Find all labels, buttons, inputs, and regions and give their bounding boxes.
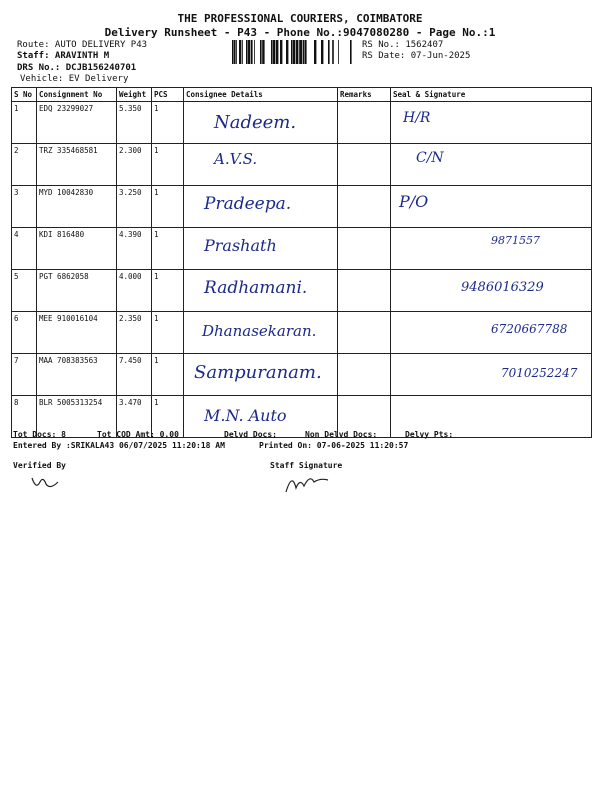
row-consignment-no: MYD 10042830 — [37, 186, 117, 228]
barcode-bar — [303, 40, 305, 64]
row-consignment-no: PGT 6862058 — [37, 270, 117, 312]
table-row — [12, 312, 592, 354]
total-cod-amount: Tot COD Amt: 0.00 — [97, 430, 179, 439]
drs-label: DRS No.: DCJB156240701 — [17, 63, 137, 73]
row-consignment-no: MAA 708383563 — [37, 354, 117, 396]
non-delivered-docs: Non Delvd Docs: — [305, 430, 378, 439]
row-seal-cell — [391, 228, 592, 270]
table-row — [12, 354, 592, 396]
barcode-bar — [248, 40, 250, 64]
handwritten-consignee: Nadeem. — [214, 112, 297, 133]
row-seal-cell — [391, 312, 592, 354]
handwritten-consignee: Prashath — [204, 236, 277, 255]
row-sno: 7 — [12, 354, 37, 396]
col-header-consignment: Consignment No — [37, 88, 117, 102]
handwritten-consignee: Dhanasekaran. — [202, 322, 317, 340]
barcode-bar — [236, 40, 237, 64]
vehicle-label: Vehicle: EV Delivery — [20, 74, 129, 84]
barcode-bar — [332, 40, 333, 64]
col-header-pcs: PCS — [152, 88, 184, 102]
row-pcs: 1 — [152, 312, 184, 354]
barcode-bar — [296, 40, 298, 64]
row-weight: 3.250 — [117, 186, 152, 228]
row-sno: 5 — [12, 270, 37, 312]
row-consignee-cell — [184, 102, 338, 144]
verified-by-label: Verified By — [13, 461, 66, 470]
handwritten-consignee: Radhamani. — [204, 278, 308, 298]
row-remarks — [338, 144, 391, 186]
row-pcs: 1 — [152, 144, 184, 186]
row-consignee-cell — [184, 186, 338, 228]
barcode-bar — [299, 40, 300, 64]
barcode-bar — [314, 40, 316, 64]
barcode-bar — [338, 40, 339, 64]
handwritten-seal: 9486016329 — [461, 280, 544, 295]
barcode-bar — [254, 40, 255, 64]
handwritten-seal: 6720667788 — [491, 322, 568, 336]
row-sno: 1 — [12, 102, 37, 144]
col-header-consignee: Consignee Details — [184, 88, 338, 102]
row-consignee-cell — [184, 354, 338, 396]
barcode-bar — [271, 40, 273, 64]
row-remarks — [338, 312, 391, 354]
row-consignment-no: TRZ 335468581 — [37, 144, 117, 186]
runsheet-table — [11, 87, 592, 438]
row-remarks — [338, 102, 391, 144]
barcode-bar — [293, 40, 295, 64]
row-remarks — [338, 186, 391, 228]
row-weight: 7.450 — [117, 354, 152, 396]
row-sno: 8 — [12, 396, 37, 438]
handwritten-consignee: Sampuranam. — [194, 362, 322, 383]
row-seal-cell — [391, 144, 592, 186]
row-consignee-cell — [184, 144, 338, 186]
barcode-bar — [234, 40, 236, 64]
handwritten-seal: C/N — [416, 150, 444, 166]
col-header-remarks: Remarks — [338, 88, 391, 102]
row-remarks — [338, 354, 391, 396]
barcode-bar — [246, 40, 248, 64]
handwritten-consignee: M.N. Auto — [204, 406, 287, 425]
table-header-row — [12, 88, 592, 102]
delivered-docs: Delvd Docs: — [224, 430, 277, 439]
row-pcs: 1 — [152, 102, 184, 144]
handwritten-seal: 7010252247 — [501, 366, 578, 380]
barcode-bar — [300, 40, 302, 64]
row-sno: 4 — [12, 228, 37, 270]
runsheet-subtitle: Delivery Runsheet - P43 - Phone No.:9047080280 - Page No.:1 — [104, 26, 496, 39]
col-header-weight: Weight — [117, 88, 152, 102]
barcode-bar — [280, 40, 282, 64]
row-pcs: 1 — [152, 228, 184, 270]
barcode-bar — [291, 40, 293, 64]
row-pcs: 1 — [152, 270, 184, 312]
row-pcs: 1 — [152, 354, 184, 396]
barcode-bar — [276, 40, 278, 64]
row-pcs: 1 — [152, 186, 184, 228]
barcode-bar — [286, 40, 288, 64]
row-seal-cell — [391, 102, 592, 144]
rs-number: RS No.: 1562407 — [362, 40, 444, 50]
row-sno: 2 — [12, 144, 37, 186]
row-sno: 3 — [12, 186, 37, 228]
row-consignment-no: BLR 5005313254 — [37, 396, 117, 438]
barcode-bar — [305, 40, 307, 64]
row-consignee-cell — [184, 312, 338, 354]
row-consignment-no: EDQ 23299027 — [37, 102, 117, 144]
row-consignment-no: MEE 910016104 — [37, 312, 117, 354]
table-row — [12, 186, 592, 228]
barcode-bar — [333, 40, 334, 64]
row-pcs: 1 — [152, 396, 184, 438]
row-seal-cell — [391, 186, 592, 228]
handwritten-seal: 9871557 — [491, 234, 540, 247]
verifier-signature — [28, 470, 68, 492]
barcode-bar — [232, 40, 234, 64]
row-remarks — [338, 228, 391, 270]
printed-on: Printed On: 07-06-2025 11:20:57 — [259, 441, 409, 450]
barcode-bar — [262, 40, 263, 64]
handwritten-seal: H/R — [403, 110, 431, 126]
handwritten-consignee: Pradeepa. — [204, 194, 292, 214]
row-weight: 4.390 — [117, 228, 152, 270]
row-weight: 2.300 — [117, 144, 152, 186]
total-docs: Tot Docs: 8 — [13, 430, 66, 439]
staff-label: Staff: ARAVINTH M — [17, 51, 110, 61]
barcode-bar — [260, 40, 262, 64]
entered-by: Entered By :SRIKALA43 06/07/2025 11:20:18 AM — [13, 441, 225, 450]
row-sno: 6 — [12, 312, 37, 354]
handwritten-consignee: A.V.S. — [214, 150, 258, 168]
staff-signature-label: Staff Signature — [270, 461, 343, 470]
col-header-seal: Seal & Signature — [391, 88, 592, 102]
row-consignment-no: KDI 816480 — [37, 228, 117, 270]
barcode-bar — [321, 40, 323, 64]
row-consignee-cell — [184, 270, 338, 312]
col-header-sno: S No — [12, 88, 37, 102]
barcode-bar — [350, 40, 352, 64]
table-row — [12, 102, 592, 144]
barcode-bar — [328, 40, 330, 64]
table-row — [12, 270, 592, 312]
barcode-bar — [273, 40, 275, 64]
handwritten-seal: P/O — [399, 192, 429, 211]
barcode — [232, 40, 354, 64]
rs-date: RS Date: 07-Jun-2025 — [362, 51, 471, 61]
table-row — [12, 228, 592, 270]
barcode-bar — [242, 40, 243, 64]
row-remarks — [338, 270, 391, 312]
barcode-bar — [263, 40, 265, 64]
barcode-bar — [251, 40, 253, 64]
row-weight: 4.000 — [117, 270, 152, 312]
row-seal-cell — [391, 270, 592, 312]
row-weight: 5.350 — [117, 102, 152, 144]
table-row — [12, 144, 592, 186]
row-consignee-cell — [184, 228, 338, 270]
row-seal-cell — [391, 354, 592, 396]
route-label: Route: AUTO DELIVERY P43 — [17, 40, 148, 50]
delivery-points: Delvy Pts: — [405, 430, 454, 439]
barcode-bar — [239, 40, 241, 64]
company-title: THE PROFESSIONAL COURIERS, COIMBATORE — [177, 12, 423, 25]
row-weight: 2.350 — [117, 312, 152, 354]
staff-signature — [282, 468, 332, 496]
row-weight: 3.470 — [117, 396, 152, 438]
